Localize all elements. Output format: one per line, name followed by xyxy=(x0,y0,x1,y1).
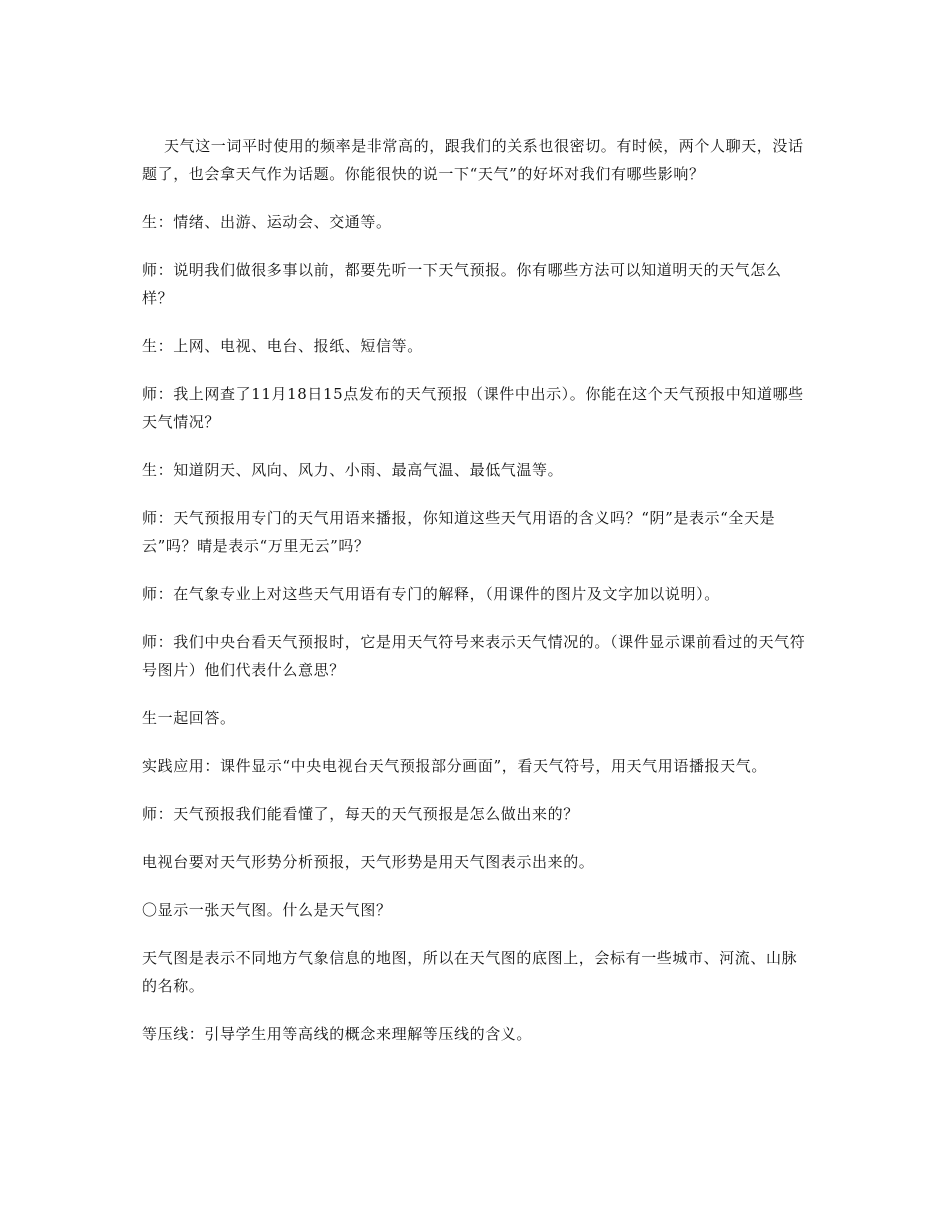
paragraph-tv-analysis: 电视台要对天气形势分析预报，天气形势是用天气图表示出来的。 xyxy=(142,853,595,871)
paragraph-student-answer-methods: 生：上网、电视、电台、报纸、短信等。 xyxy=(142,337,423,355)
paragraph-teacher-methods-question: 师：说明我们做很多事以前，都要先听一下天气预报。你有哪些方法可以知道明天的天气怎么样？ xyxy=(142,261,782,307)
paragraph-students-answer-together: 生一起回答。 xyxy=(142,709,236,727)
paragraph-student-answer-forecast: 生：知道阴天、风向、风力、小雨、最高气温、最低气温等。 xyxy=(142,461,564,479)
paragraph-teacher-terms-question: 师：天气预报用专门的天气用语来播报，你知道这些天气用语的含义吗？“阴”是表示“全天是云”吗？晴是表示“万里无云”吗？ xyxy=(142,509,776,555)
paragraph-teacher-how-made: 师：天气预报我们能看懂了，每天的天气预报是怎么做出来的？ xyxy=(142,805,579,823)
paragraph-teacher-forecast-question: 师：我上网查了11月18日15点发布的天气预报（课件中出示）。你能在这个天气预报中知道哪些天气情况？ xyxy=(142,385,804,431)
paragraph-show-weather-map: 〇显示一张天气图。什么是天气图？ xyxy=(142,901,392,919)
paragraph-practice: 实践应用：课件显示“中央电视台天气预报部分画面”，看天气符号，用天气用语播报天气。 xyxy=(142,757,767,775)
document-body xyxy=(142,132,810,1068)
paragraph-teacher-symbols: 师：我们中央台看天气预报时，它是用天气符号来表示天气情况的。（课件显示课前看过的天气符号图片）他们代表什么意思？ xyxy=(142,633,806,679)
paragraph-isobar: 等压线：引导学生用等高线的概念来理解等压线的含义。 xyxy=(142,1025,533,1043)
paragraph-intro: 天气这一词平时使用的频率是非常高的，跟我们的关系也很密切。有时候，两个人聊天，没话题了，也会拿天气作为话题。你能很快的说一下“天气”的好坏对我们有哪些影响？ xyxy=(142,137,804,183)
paragraph-student-answer-effects: 生：情绪、出游、运动会、交通等。 xyxy=(142,213,392,231)
paragraph-teacher-terms-explanation: 师：在气象专业上对这些天气用语有专门的解释，（用课件的图片及文字加以说明）。 xyxy=(142,585,720,603)
paragraph-weather-map-definition: 天气图是表示不同地方气象信息的地图，所以在天气图的底图上，会标有一些城市、河流、山脉的名称。 xyxy=(142,949,798,995)
